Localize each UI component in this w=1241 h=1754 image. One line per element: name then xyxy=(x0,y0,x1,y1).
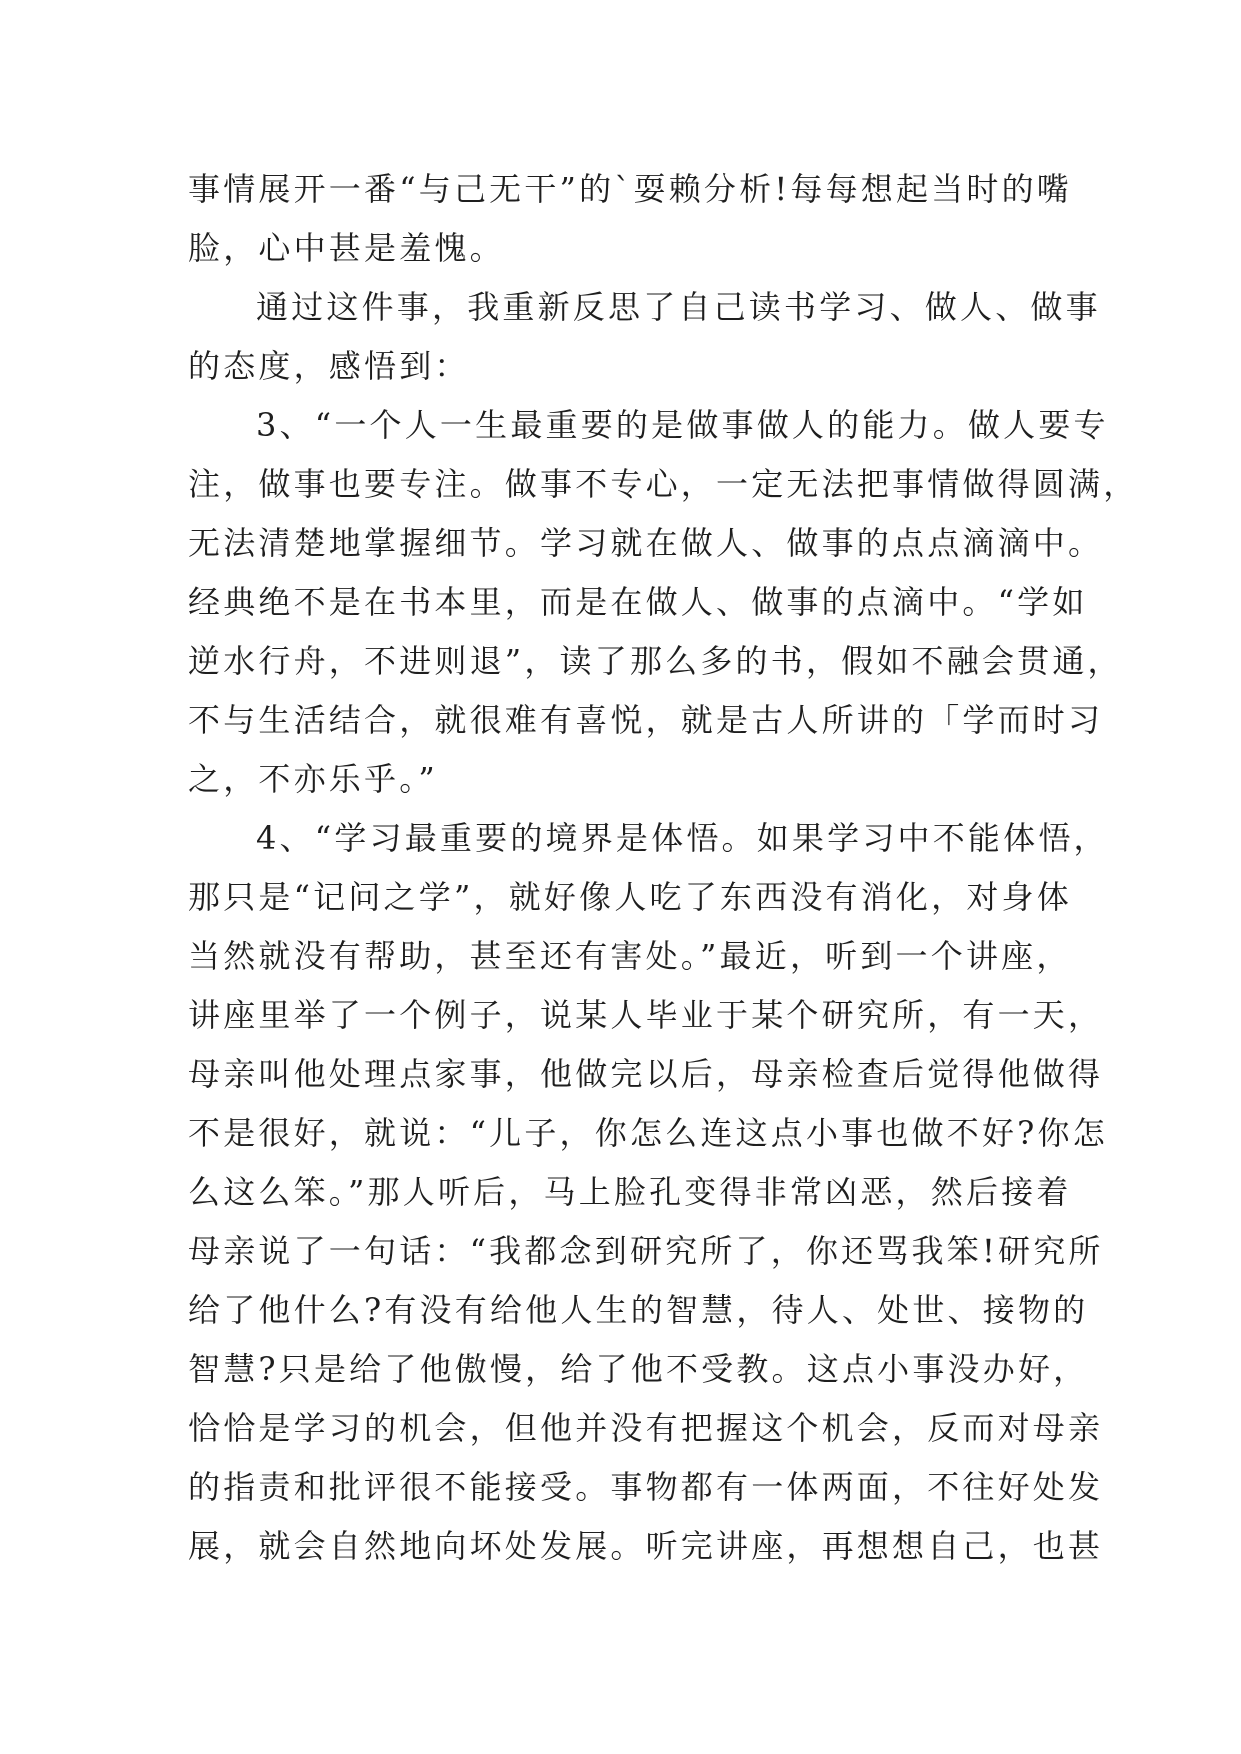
paragraph-start-line: 3、“一个人一生最重要的是做事做人的能力。做人要专 xyxy=(256,406,1109,444)
text-line: 无法清楚地掌握细节。学习就在做人、做事的点点滴滴中。 xyxy=(188,524,1104,562)
text-line: 不是很好，就说：“儿子，你怎么连这点小事也做不好?你怎 xyxy=(188,1114,1108,1152)
text-line: 逆水行舟，不进则退”，读了那么多的书，假如不融会贯通， xyxy=(188,642,1123,680)
text-line: 当然就没有帮助，甚至还有害处。”最近，听到一个讲座， xyxy=(188,937,1072,975)
text-line: 给了他什么?有没有给他人生的智慧，待人、处世、接物的 xyxy=(188,1291,1089,1329)
text-line: 么这么笨。”那人听后，马上脸孔变得非常凶恶，然后接着 xyxy=(188,1173,1072,1211)
text-line: 智慧?只是给了他傲慢，给了他不受教。这点小事没办好， xyxy=(188,1350,1089,1388)
text-line: 脸，心中甚是羞愧。 xyxy=(188,229,505,267)
text-line: 讲座里举了一个例子，说某人毕业于某个研究所，有一天， xyxy=(188,996,1104,1034)
text-line: 母亲说了一句话：“我都念到研究所了，你还骂我笨!研究所 xyxy=(188,1232,1104,1270)
paragraph-start-line: 通过这件事，我重新反思了自己读书学习、做人、做事 xyxy=(256,288,1101,326)
text-line: 恰恰是学习的机会，但他并没有把握这个机会，反而对母亲 xyxy=(188,1409,1104,1447)
text-line: 注，做事也要专注。做事不专心，一定无法把事情做得圆满， xyxy=(188,465,1139,503)
paragraph-start-line: 4、“学习最重要的境界是体悟。如果学习中不能体悟， xyxy=(256,819,1109,857)
text-line: 的指责和批评很不能接受。事物都有一体两面，不往好处发 xyxy=(188,1468,1104,1506)
text-line: 不与生活结合，就很难有喜悦，就是古人所讲的「学而时习 xyxy=(188,701,1104,739)
text-line: 经典绝不是在书本里，而是在做人、做事的点滴中。“学如 xyxy=(188,583,1088,621)
body-text xyxy=(188,160,1139,1576)
text-line: 展，就会自然地向坏处发展。听完讲座，再想想自己，也甚 xyxy=(188,1527,1104,1565)
text-line: 之，不亦乐乎。” xyxy=(188,760,438,798)
text-line: 母亲叫他处理点家事，他做完以后，母亲检查后觉得他做得 xyxy=(188,1055,1104,1093)
text-line: 那只是“记问之学”，就好像人吃了东西没有消化，对身体 xyxy=(188,878,1072,916)
text-line: 的态度，感悟到： xyxy=(188,347,470,385)
text-line: 事情展开一番“与己无干”的`耍赖分析!每每想起当时的嘴 xyxy=(188,170,1072,208)
